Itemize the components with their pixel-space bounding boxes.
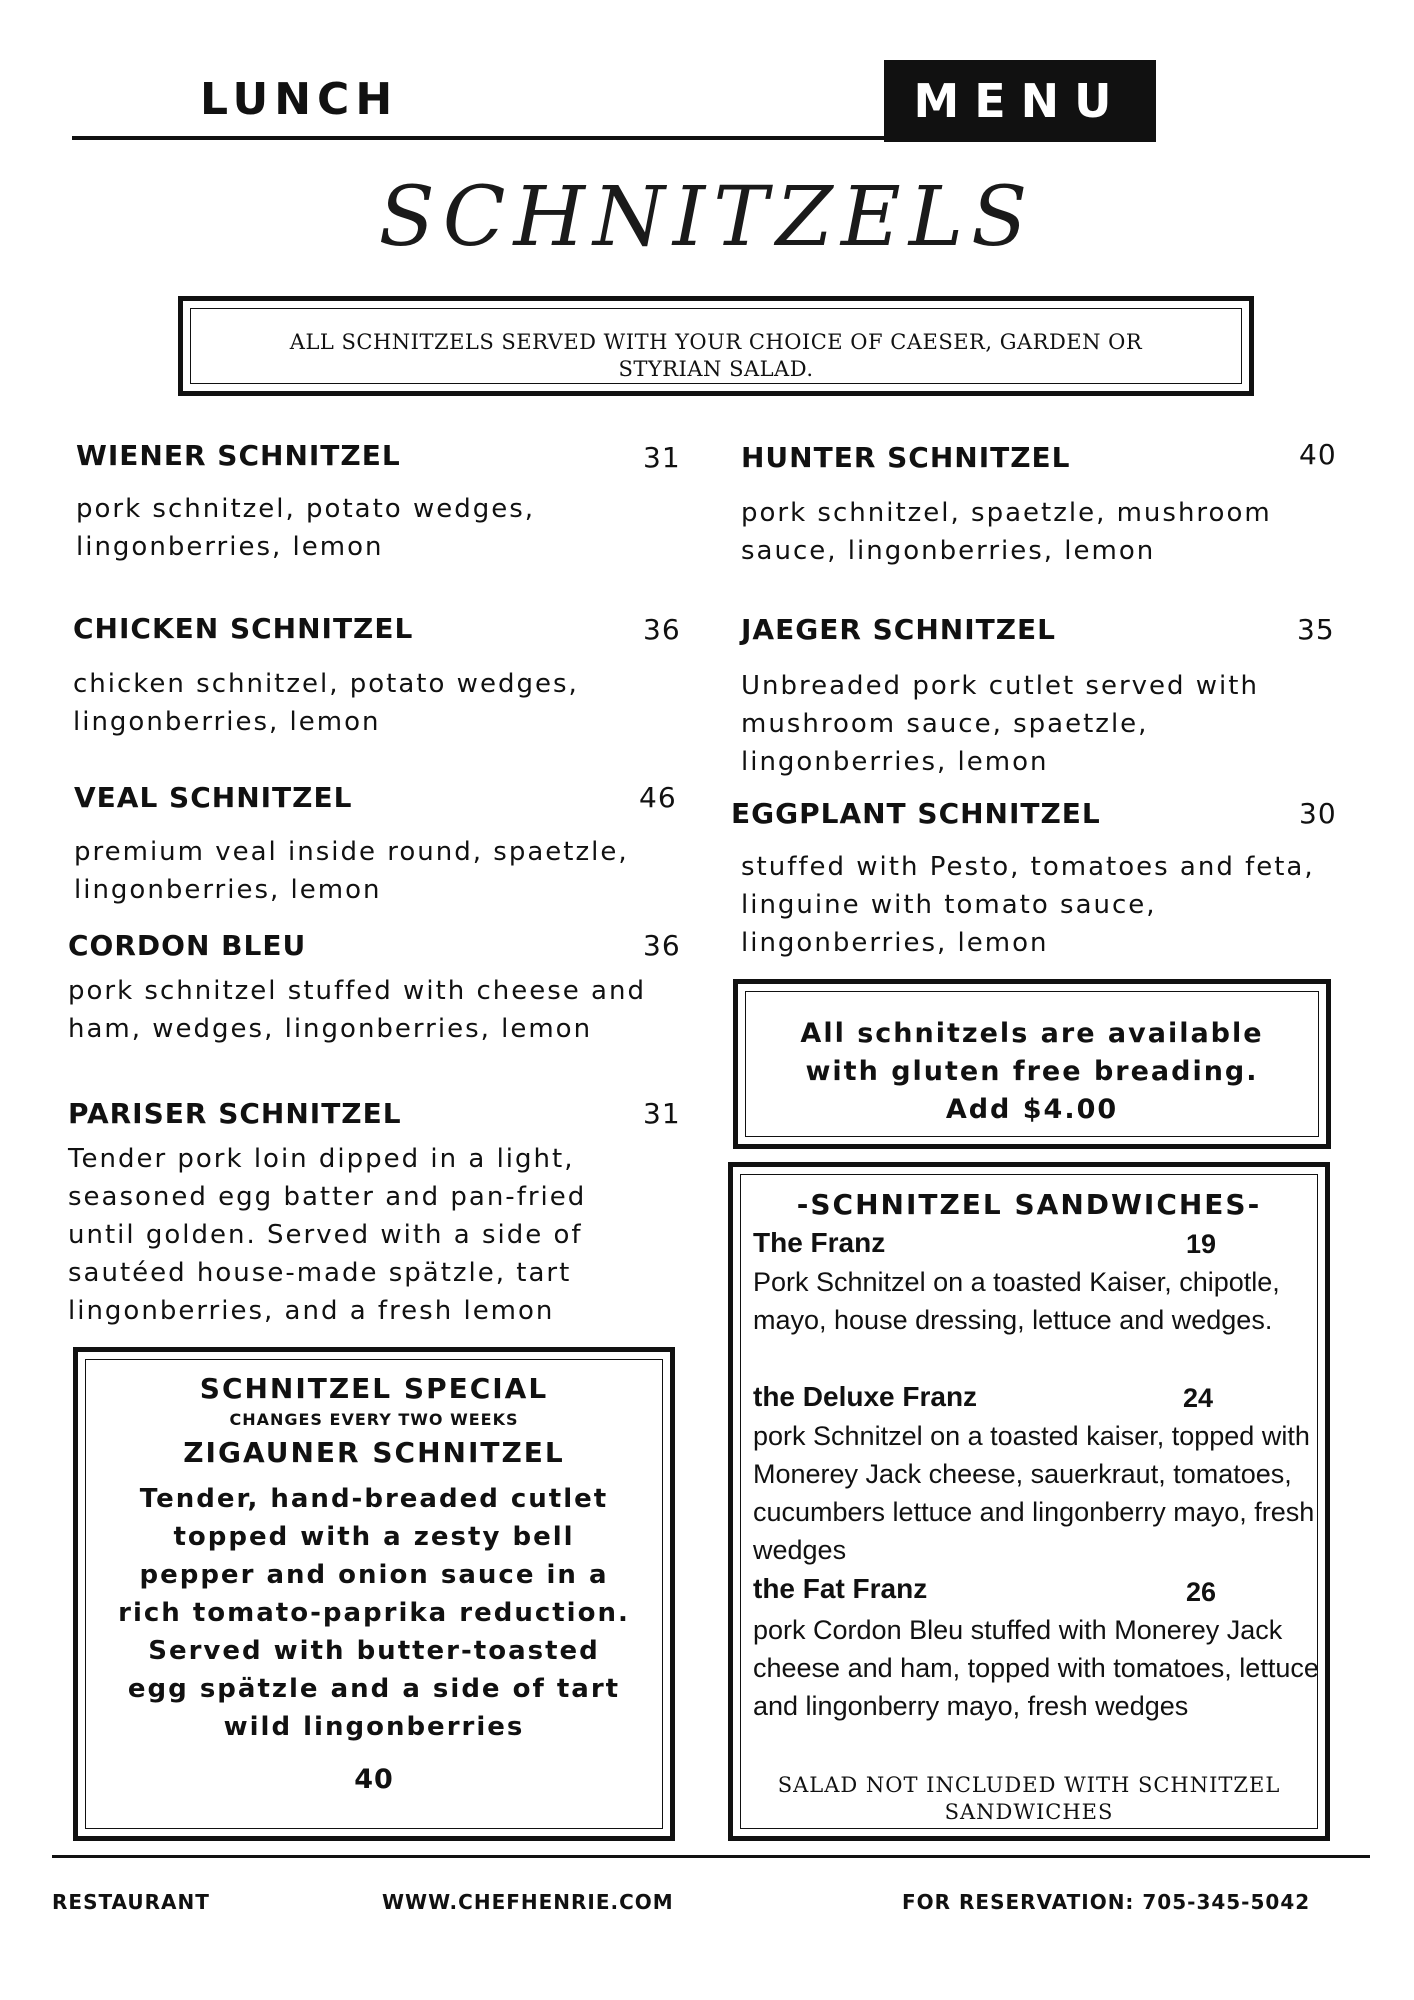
item-name-veal: VEAL SCHNITZEL	[74, 781, 353, 814]
item-desc-chicken: chicken schnitzel, potato wedges, lingonberries, lemon	[73, 669, 579, 737]
sandwich-desc-deluxe-franz: pork Schnitzel on a toasted kaiser, topped with Monerey Jack cheese, sauerkraut, tomatoes, cucumbers lettuce and lingonberry mayo, fresh wedges	[753, 1421, 1315, 1565]
item-name-chicken: CHICKEN SCHNITZEL	[73, 612, 414, 645]
sandwiches-box	[728, 1162, 1330, 1841]
item-name-eggplant: EGGPLANT SCHNITZEL	[731, 797, 1101, 830]
item-name-wiener: WIENER SCHNITZEL	[76, 439, 401, 472]
footer-restaurant: RESTAURANT	[52, 1890, 210, 1914]
sandwich-salad-note: SALAD NOT INCLUDED WITH SCHNITZEL SANDWICHES	[777, 1773, 1281, 1824]
item-desc-hunter: pork schnitzel, spaetzle, mushroom sauce, lingonberries, lemon	[741, 498, 1272, 566]
page-title: SCHNITZELS	[378, 170, 1036, 265]
footer-reservation: FOR RESERVATION: 705-345-5042	[902, 1890, 1311, 1914]
salad-note-box	[178, 296, 1254, 396]
item-name-jaeger: JAEGER SCHNITZEL	[741, 613, 1057, 646]
item-price-wiener: 31	[643, 441, 681, 474]
gluten-free-price: Add $4.00	[945, 1094, 1119, 1125]
item-desc-wiener: pork schnitzel, potato wedges, lingonberries, lemon	[76, 494, 536, 562]
item-name-cordon-bleu: CORDON BLEU	[68, 929, 307, 962]
item-desc-cordon-bleu: pork schnitzel stuffed with cheese and ham, wedges, lingonberries, lemon	[68, 976, 646, 1044]
sandwich-name-fat-franz: the Fat Franz	[753, 1573, 928, 1604]
sandwich-price-deluxe-franz: 24	[1183, 1383, 1214, 1413]
sandwich-price-fat-franz: 26	[1186, 1577, 1217, 1607]
item-price-hunter: 40	[1299, 438, 1337, 471]
menu-label: MENU	[884, 60, 1156, 142]
item-price-pariser: 31	[643, 1097, 681, 1130]
sandwich-desc-fat-franz: pork Cordon Bleu stuffed with Monerey Jack cheese and ham, topped with tomatoes, lettuce and lingonberry mayo, fresh wedges	[753, 1615, 1319, 1721]
special-name: ZIGAUNER SCHNITZEL	[183, 1436, 565, 1469]
footer-website[interactable]: WWW.CHEFHENRIE.COM	[382, 1890, 674, 1914]
special-price: 40	[354, 1764, 394, 1795]
lunch-label: LUNCH	[200, 74, 399, 125]
item-price-chicken: 36	[643, 613, 681, 646]
gluten-free-box	[733, 979, 1331, 1149]
item-price-jaeger: 35	[1297, 613, 1335, 646]
item-desc-jaeger: Unbreaded pork cutlet served with mushroom sauce, spaetzle, lingonberries, lemon	[741, 671, 1259, 777]
sandwich-price-franz: 19	[1186, 1229, 1217, 1259]
sandwich-name-franz: The Franz	[753, 1227, 886, 1258]
special-box	[73, 1347, 675, 1841]
footer-divider	[52, 1855, 1370, 1858]
special-desc: Tender, hand-breaded cutlet topped with a zesty bell pepper and onion sauce in a rich tomato-paprika reduction. Served with butter-toasted egg spätzle and a side of tart wild lingonberries	[118, 1484, 630, 1742]
item-desc-veal: premium veal inside round, spaetzle, lingonberries, lemon	[74, 837, 629, 905]
header-divider	[72, 136, 890, 140]
gluten-free-note: All schnitzels are available with gluten free breading.	[800, 1018, 1264, 1087]
special-subheading: CHANGES EVERY TWO WEEKS	[229, 1410, 519, 1429]
salad-note: ALL SCHNITZELS SERVED WITH YOUR CHOICE OF CAESER, GARDEN OR STYRIAN SALAD.	[289, 330, 1143, 381]
item-desc-eggplant: stuffed with Pesto, tomatoes and feta, linguine with tomato sauce, lingonberries, lemon	[741, 852, 1315, 958]
sandwich-name-deluxe-franz: the Deluxe Franz	[753, 1381, 978, 1412]
item-price-eggplant: 30	[1299, 797, 1337, 830]
sandwich-desc-franz: Pork Schnitzel on a toasted Kaiser, chipotle, mayo, house dressing, lettuce and wedges.	[753, 1267, 1280, 1335]
item-desc-pariser: Tender pork loin dipped in a light, seasoned egg batter and pan-fried until golden. Served with a side of sautéed house-made spätzle, tart lingonberries, and a fresh lemon	[68, 1144, 587, 1326]
item-name-pariser: PARISER SCHNITZEL	[68, 1097, 402, 1130]
item-price-cordon-bleu: 36	[643, 929, 681, 962]
special-heading: SCHNITZEL SPECIAL	[199, 1372, 549, 1405]
item-name-hunter: HUNTER SCHNITZEL	[741, 441, 1071, 474]
item-price-veal: 46	[639, 781, 677, 814]
sandwiches-heading: -SCHNITZEL SANDWICHES-	[796, 1188, 1262, 1221]
